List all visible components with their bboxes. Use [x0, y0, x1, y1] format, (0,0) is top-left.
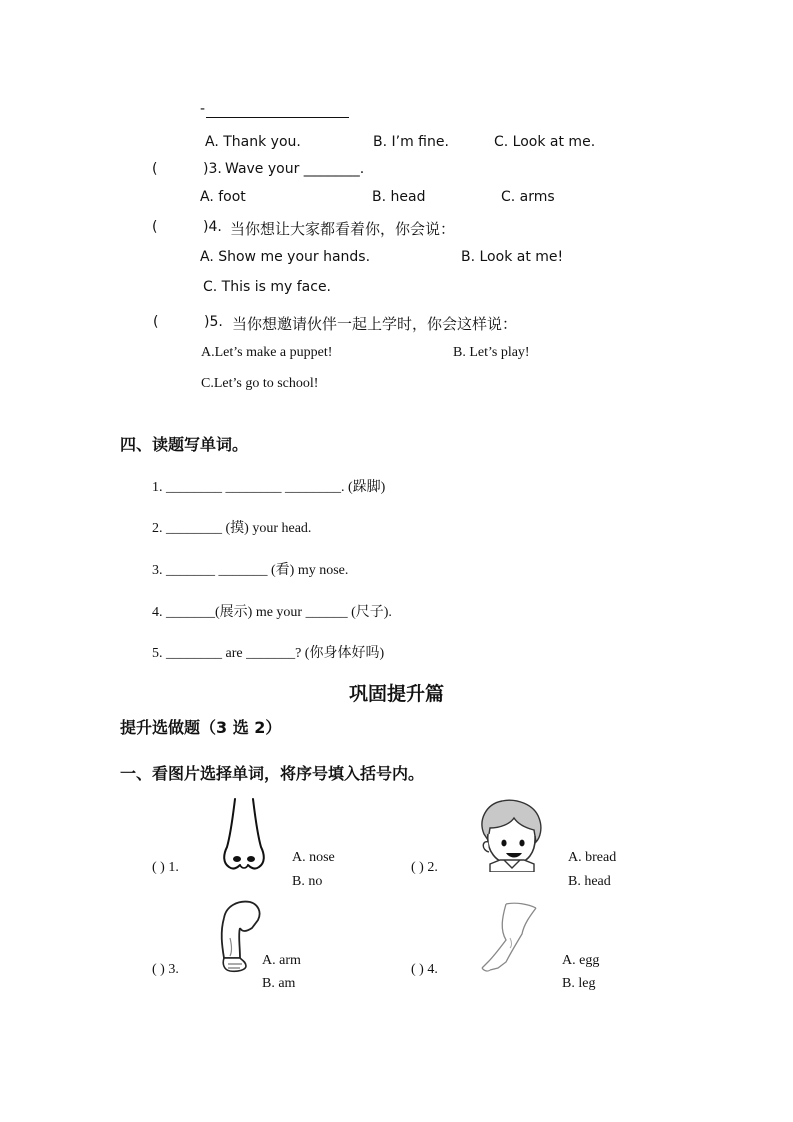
pic-q3-option-b: B. am — [262, 976, 296, 991]
pic-q3-option-a: A. arm — [262, 953, 301, 968]
pic-q1-option-b: B. no — [292, 874, 323, 889]
q2-option-b: B. I’m fine. — [373, 134, 449, 150]
q4-stem: 当你想让大家都看着你，你会说： — [230, 220, 456, 238]
q5-stem: 当你想邀请伙伴一起上学时，你会这样说： — [232, 315, 518, 333]
pic-q4-option-b: B. leg — [562, 976, 596, 991]
part4-item-4[interactable]: 4. _______(展示) me your ______ (尺子). — [152, 605, 392, 620]
section-heading: 一、看图片选择单词，将序号填入括号内。 — [120, 764, 425, 783]
part4-item-3[interactable]: 3. _______ _______ (看) my nose. — [152, 563, 349, 578]
part4-item-2[interactable]: 2. ________ (摸) your head. — [152, 521, 312, 536]
q2-prefix: - — [200, 101, 206, 117]
q4-paren-open[interactable]: ( — [152, 219, 158, 235]
q5-option-c: C.Let’s go to school! — [201, 376, 319, 391]
q5-paren-open[interactable]: ( — [153, 314, 159, 330]
q4-number: )4. — [203, 219, 222, 235]
pic-q4-option-a: A. egg — [562, 953, 600, 968]
pic-q1-option-a: A. nose — [292, 850, 335, 865]
q2-option-a: A. Thank you. — [205, 134, 301, 150]
part4-heading: 四、读题写单词。 — [120, 435, 249, 454]
nose-icon — [219, 795, 269, 873]
pic-q2-option-b: B. head — [568, 874, 611, 889]
section-subtitle: 提升选做题（3 选 2） — [120, 718, 282, 737]
arm-icon — [216, 898, 264, 974]
q4-option-a: A. Show me your hands. — [200, 249, 371, 265]
pic-q2-number[interactable]: ( ) 2. — [411, 860, 438, 875]
q3-option-b: B. head — [372, 189, 426, 205]
q2-answer-line[interactable] — [206, 117, 349, 118]
pic-q4-number[interactable]: ( ) 4. — [411, 962, 438, 977]
q4-option-b: B. Look at me! — [461, 249, 564, 265]
q3-option-a: A. foot — [200, 189, 246, 205]
part4-item-1[interactable]: 1. ________ ________ ________. (跺脚) — [152, 480, 386, 495]
q3-option-c: C. arms — [501, 189, 555, 205]
leg-icon — [476, 898, 548, 974]
pic-q3-number[interactable]: ( ) 3. — [152, 962, 179, 977]
pic-q2-option-a: A. bread — [568, 850, 617, 865]
q3-number: )3. — [203, 161, 222, 177]
q3-stem: Wave your ________. — [225, 161, 365, 177]
q4-option-c: C. This is my face. — [203, 279, 332, 295]
q3-paren-open[interactable]: ( — [152, 161, 158, 177]
q5-number: )5. — [204, 314, 223, 330]
q5-option-a: A.Let’s make a puppet! — [201, 345, 333, 360]
q5-option-b: B. Let’s play! — [453, 345, 530, 360]
section-title: 巩固提升篇 — [348, 684, 444, 705]
part4-item-5[interactable]: 5. ________ are _______? (你身体好吗) — [152, 646, 385, 661]
boy-head-icon — [476, 798, 546, 872]
q2-option-c: C. Look at me. — [494, 134, 596, 150]
pic-q1-number[interactable]: ( ) 1. — [152, 860, 179, 875]
